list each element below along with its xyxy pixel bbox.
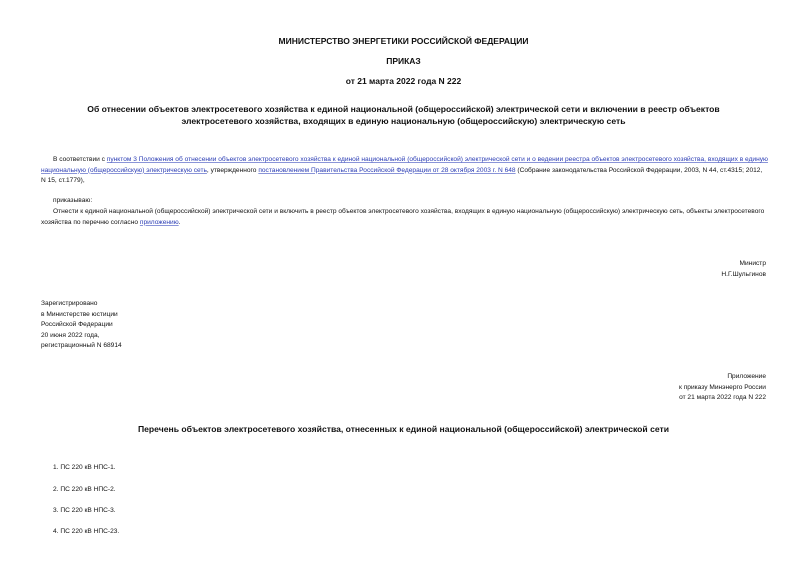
registration-line-1: Зарегистрировано — [41, 300, 98, 307]
appendix-header-line-2: к приказу Минэнерго России — [679, 383, 766, 391]
signature-position: Министр — [739, 260, 766, 267]
document-title-line-2: электросетевого хозяйства, входящих в единую национальную (общероссийскую) электрическую сеть — [181, 116, 626, 126]
document-title-line-1: Об отнесении объектов электросетевого хозяйства к единой национальной (общероссийской) электрической сети и включении в реестр объектов — [87, 104, 720, 114]
preamble-tail: (Собрание законодательства Российской Федерации, 2003, N 44, ст.4315; 2012, N 15, ст.1779), — [41, 166, 763, 184]
preamble-mid: , утвержденного — [206, 166, 259, 174]
preamble-paragraph — [41, 155, 768, 187]
directive-paragraph — [41, 207, 768, 228]
signature-name: Н.Г.Шульгинов — [721, 270, 766, 278]
registration-line-5: регистрационный N 68914 — [41, 342, 122, 349]
document-type: ПРИКАЗ — [386, 56, 421, 66]
regulation-link[interactable]: пунктом 3 Положения об отнесении объектов электросетевого хозяйства к единой национальной (общероссийской) электрической сети и о ведении реестра объектов электросетевого хозяйства, входящих в единую национальную (общероссийскую) электрическую сеть — [41, 156, 768, 174]
document-title — [0, 103, 807, 127]
list-title: Перечень объектов электросетевого хозяйства, отнесенных к единой национальной (общероссийской) электрической сети — [137, 424, 670, 434]
ministry-heading: МИНИСТЕРСТВО ЭНЕРГЕТИКИ РОССИЙСКОЙ ФЕДЕРАЦИИ — [278, 36, 529, 46]
appendix-header-line-1: Приложение — [727, 373, 766, 380]
list-item: 4. ПС 220 кВ НПС-23. — [53, 528, 120, 535]
document-date-number: от 21 марта 2022 года N 222 — [345, 76, 462, 86]
list-item: 2. ПС 220 кВ НПС-2. — [53, 486, 116, 493]
directive-end: . — [178, 218, 181, 226]
registration-block — [41, 299, 122, 352]
list-item: 3. ПС 220 кВ НПС-3. — [53, 507, 116, 514]
registration-line-4: 20 июня 2022 года, — [41, 331, 100, 339]
preamble-intro: В соответствии с — [53, 156, 107, 163]
appendix-header-line-3: от 21 марта 2022 года N 222 — [679, 394, 766, 401]
list-item: 1. ПС 220 кВ НПС-1. — [53, 464, 116, 471]
appendix-link[interactable]: приложению — [139, 218, 179, 226]
directive-text: Отнести к единой национальной (общероссийской) электрической сети и включить в реестр объектов электросетевого хозяйства, входящих в единую национальную (общероссийскую) электрическую сеть, объекты электросетевого хозяйства по перечню согласно — [41, 208, 765, 226]
appendix-header — [679, 372, 766, 404]
registration-line-3: Российской Федерации — [41, 321, 113, 328]
government-decree-link[interactable]: постановлением Правительства Российской Федерации от 28 октября 2003 г. N 648 — [258, 166, 516, 174]
order-word: приказываю: — [53, 197, 93, 204]
signature-block — [721, 259, 766, 280]
registration-line-2: в Министерстве юстиции — [41, 310, 118, 318]
